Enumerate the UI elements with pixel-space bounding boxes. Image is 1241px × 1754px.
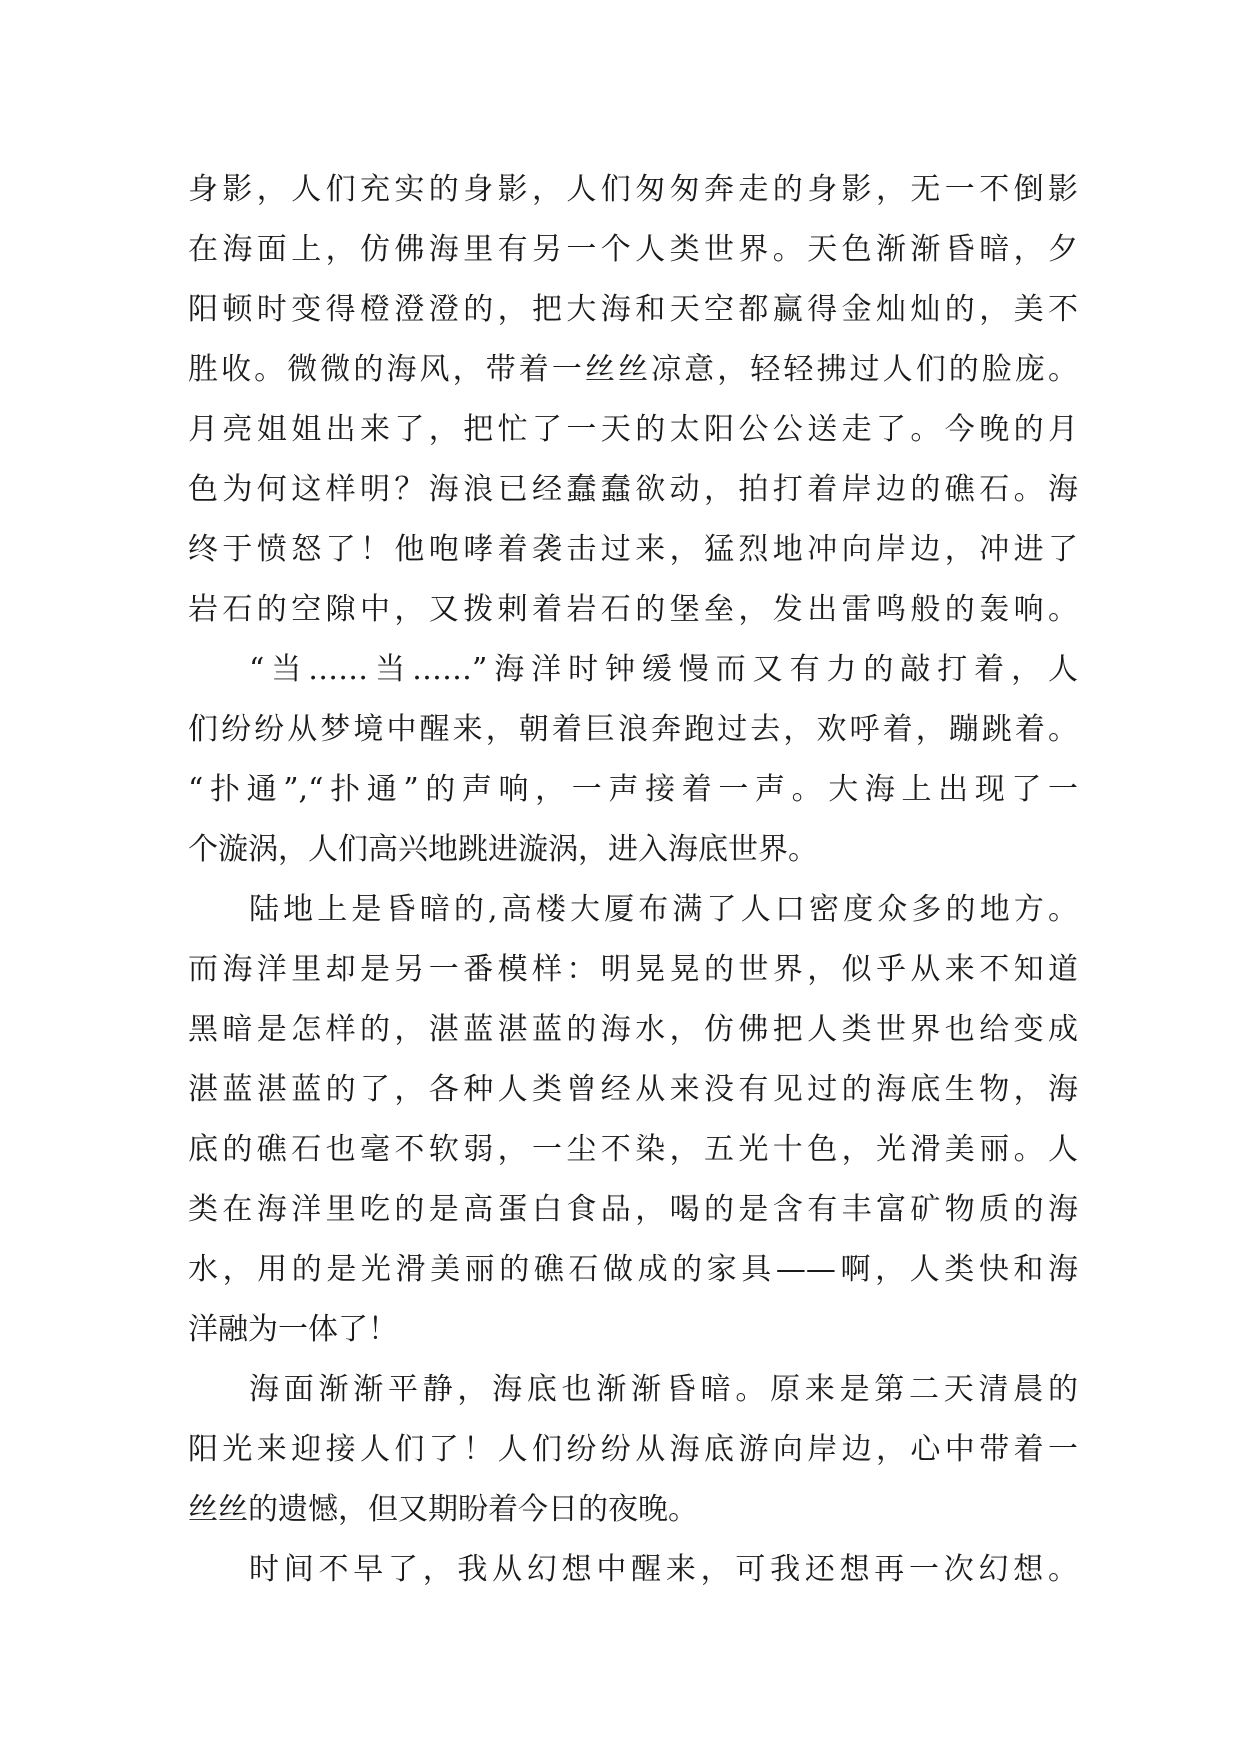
text-line: 阳顿时变得橙澄澄的，把大海和天空都赢得金灿灿的，美不 bbox=[188, 292, 1078, 327]
text-line: 终于愤怒了！他咆哮着袭击过来，猛烈地冲向岸边，冲进了 bbox=[188, 532, 1078, 567]
text-line: 黑暗是怎样的，湛蓝湛蓝的海水，仿佛把人类世界也给变成 bbox=[188, 1012, 1078, 1047]
body-text bbox=[188, 160, 1078, 1600]
text-line: 胜收。微微的海风，带着一丝丝凉意，轻轻拂过人们的脸庞。 bbox=[188, 352, 1078, 387]
paragraph-last-line: 丝丝的遗憾，但又期盼着今日的夜晚。 bbox=[188, 1492, 698, 1527]
text-line: 阳光来迎接人们了！人们纷纷从海底游向岸边，心中带着一 bbox=[188, 1432, 1078, 1467]
text-line: 月亮姐姐出来了，把忙了一天的太阳公公送走了。今晚的月 bbox=[188, 412, 1078, 447]
paragraph-first-line: 海面渐渐平静，海底也渐渐昏暗。原来是第二天清晨的 bbox=[249, 1372, 1078, 1407]
text-line: 身影，人们充实的身影，人们匆匆奔走的身影，无一不倒影 bbox=[188, 172, 1078, 207]
text-line: 类在海洋里吃的是高蛋白食品，喝的是含有丰富矿物质的海 bbox=[188, 1192, 1078, 1227]
text-line: 色为何这样明？海浪已经蠢蠢欲动，拍打着岸边的礁石。海 bbox=[188, 472, 1078, 507]
text-line: “扑通”,“扑通”的声响，一声接着一声。大海上出现了一 bbox=[188, 772, 1078, 807]
paragraph-last-line: 个漩涡，人们高兴地跳进漩涡，进入海底世界。 bbox=[188, 832, 818, 867]
paragraph-first-line: 时间不早了，我从幻想中醒来，可我还想再一次幻想。 bbox=[249, 1552, 1078, 1587]
paragraph-last-line: 洋融为一体了！ bbox=[188, 1312, 398, 1347]
paragraph-first-line: “当……当……”海洋时钟缓慢而又有力的敲打着，人 bbox=[249, 652, 1078, 687]
text-line: 湛蓝湛蓝的了，各种人类曾经从来没有见过的海底生物，海 bbox=[188, 1072, 1078, 1107]
text-line: 而海洋里却是另一番模样：明晃晃的世界，似乎从来不知道 bbox=[188, 952, 1078, 987]
text-line: 们纷纷从梦境中醒来，朝着巨浪奔跑过去，欢呼着，蹦跳着。 bbox=[188, 712, 1078, 747]
text-line: 在海面上，仿佛海里有另一个人类世界。天色渐渐昏暗，夕 bbox=[188, 232, 1078, 267]
text-line: 底的礁石也毫不软弱，一尘不染，五光十色，光滑美丽。人 bbox=[188, 1132, 1078, 1167]
text-line: 水，用的是光滑美丽的礁石做成的家具——啊，人类快和海 bbox=[188, 1252, 1078, 1287]
paragraph-first-line: 陆地上是昏暗的,高楼大厦布满了人口密度众多的地方。 bbox=[249, 892, 1078, 927]
text-line: 岩石的空隙中，又拨剌着岩石的堡垒，发出雷鸣般的轰响。 bbox=[188, 592, 1078, 627]
